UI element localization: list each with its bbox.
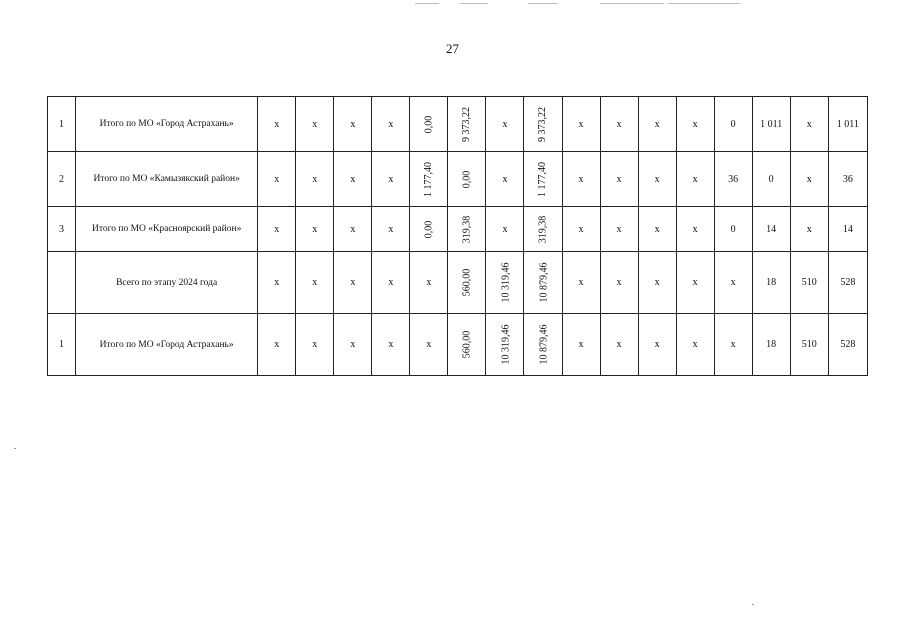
value-cell: х — [676, 252, 714, 314]
row-name-cell: Итого по МО «Камызякский район» — [76, 152, 258, 207]
row-name-cell: Итого по МО «Красноярский район» — [76, 207, 258, 252]
value-cell: 510 — [790, 252, 828, 314]
rotated-value: 1 177,40 — [423, 161, 435, 197]
table-row — [48, 314, 868, 376]
row-name-cell: Итого по МО «Город Астрахань» — [76, 314, 258, 376]
value-cell: х — [296, 252, 334, 314]
value-cell: х — [410, 314, 448, 376]
scan-artifact-line — [415, 3, 439, 4]
value-cell: х — [296, 97, 334, 152]
value-cell: 0 — [752, 152, 790, 207]
value-cell: 14 — [752, 207, 790, 252]
value-cell — [448, 97, 486, 152]
value-cell: 510 — [790, 314, 828, 376]
value-cell: х — [600, 252, 638, 314]
value-cell: х — [258, 152, 296, 207]
row-number-cell: 3 — [48, 207, 76, 252]
value-cell: х — [372, 152, 410, 207]
rotated-value: 9 373,22 — [537, 106, 549, 142]
value-cell: 0 — [714, 97, 752, 152]
rotated-value: 10 319,46 — [500, 324, 512, 365]
value-cell: х — [562, 207, 600, 252]
value-cell: х — [638, 97, 676, 152]
rotated-value: 0,00 — [423, 220, 435, 238]
value-cell: х — [334, 252, 372, 314]
rotated-value: 560,00 — [461, 268, 473, 297]
row-number-cell: 1 — [48, 97, 76, 152]
rotated-value: 10 319,46 — [500, 262, 512, 303]
scan-artifact-line — [668, 3, 740, 4]
value-cell — [524, 97, 562, 152]
value-cell: х — [790, 152, 828, 207]
rotated-value: 10 879,46 — [538, 262, 550, 303]
value-cell — [448, 207, 486, 252]
value-cell — [410, 152, 448, 207]
value-cell: х — [714, 252, 752, 314]
value-cell: 1 011 — [752, 97, 790, 152]
value-cell: 14 — [828, 207, 867, 252]
rotated-value: 319,38 — [537, 215, 549, 243]
value-cell: х — [676, 314, 714, 376]
value-cell — [486, 252, 524, 314]
value-cell: 36 — [828, 152, 867, 207]
value-cell: х — [372, 314, 410, 376]
value-cell: х — [600, 207, 638, 252]
row-number-cell — [48, 252, 76, 314]
value-cell: х — [334, 97, 372, 152]
value-cell: 18 — [752, 314, 790, 376]
table-row — [48, 252, 868, 314]
value-cell: х — [486, 152, 524, 207]
value-cell: х — [334, 152, 372, 207]
value-cell: х — [600, 314, 638, 376]
table-row — [48, 152, 868, 207]
value-cell: х — [638, 252, 676, 314]
value-cell: х — [790, 207, 828, 252]
value-cell: х — [638, 207, 676, 252]
value-cell — [524, 207, 562, 252]
rotated-value: 319,38 — [461, 215, 473, 243]
rotated-value: 0,00 — [423, 115, 435, 133]
value-cell — [448, 252, 486, 314]
value-cell: 0 — [714, 207, 752, 252]
value-cell — [410, 97, 448, 152]
value-cell: х — [562, 252, 600, 314]
rotated-value: 0,00 — [461, 170, 473, 188]
value-cell — [524, 152, 562, 207]
scan-artifact-line — [460, 3, 488, 4]
value-cell: х — [486, 97, 524, 152]
value-cell — [524, 252, 562, 314]
value-cell: х — [258, 207, 296, 252]
data-table — [47, 96, 868, 376]
value-cell: х — [562, 314, 600, 376]
value-cell: 528 — [828, 314, 867, 376]
value-cell: х — [600, 97, 638, 152]
value-cell: х — [372, 207, 410, 252]
value-cell: х — [600, 152, 638, 207]
value-cell: 36 — [714, 152, 752, 207]
value-cell: х — [676, 152, 714, 207]
table-row — [48, 97, 868, 152]
value-cell: х — [638, 314, 676, 376]
row-name-cell: Всего по этапу 2024 года — [76, 252, 258, 314]
value-cell: х — [562, 152, 600, 207]
value-cell: х — [258, 252, 296, 314]
table-row — [48, 207, 868, 252]
value-cell: х — [258, 97, 296, 152]
rotated-value: 560,00 — [461, 330, 473, 359]
value-cell — [486, 314, 524, 376]
value-cell — [524, 314, 562, 376]
row-number-cell: 2 — [48, 152, 76, 207]
page-number: 27 — [446, 41, 459, 56]
value-cell: х — [258, 314, 296, 376]
value-cell: х — [296, 314, 334, 376]
value-cell — [410, 207, 448, 252]
row-name-cell: Итого по МО «Город Астрахань» — [76, 97, 258, 152]
scan-speck — [752, 604, 754, 605]
value-cell: х — [296, 207, 334, 252]
value-cell: х — [334, 207, 372, 252]
value-cell: х — [638, 152, 676, 207]
value-cell: х — [562, 97, 600, 152]
value-cell: х — [676, 97, 714, 152]
value-cell: х — [334, 314, 372, 376]
value-cell: х — [372, 252, 410, 314]
rotated-value: 1 177,40 — [537, 161, 549, 197]
value-cell — [448, 152, 486, 207]
value-cell: х — [486, 207, 524, 252]
value-cell: х — [410, 252, 448, 314]
value-cell: 528 — [828, 252, 867, 314]
row-number-cell: 1 — [48, 314, 76, 376]
value-cell: х — [676, 207, 714, 252]
value-cell: х — [296, 152, 334, 207]
value-cell: х — [790, 97, 828, 152]
value-cell: х — [714, 314, 752, 376]
rotated-value: 9 373,22 — [461, 106, 473, 142]
rotated-value: 10 879,46 — [538, 324, 550, 365]
value-cell: 1 011 — [828, 97, 867, 152]
scan-speck — [14, 448, 16, 449]
value-cell: 18 — [752, 252, 790, 314]
value-cell — [448, 314, 486, 376]
scan-artifact-line — [600, 3, 664, 4]
scan-artifact-line — [528, 3, 558, 4]
value-cell: х — [372, 97, 410, 152]
